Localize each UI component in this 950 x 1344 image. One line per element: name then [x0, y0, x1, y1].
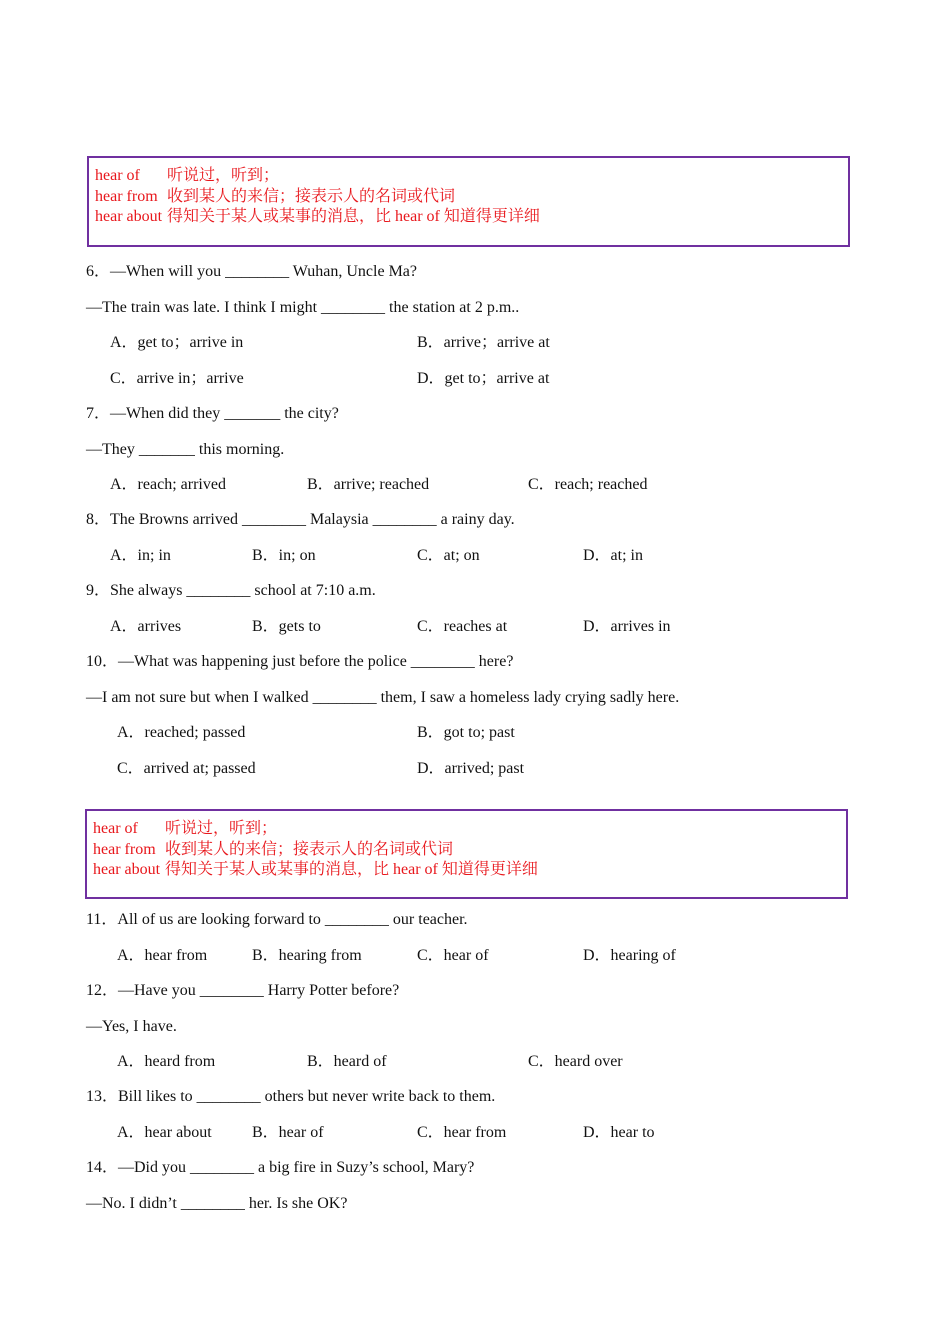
option-b[interactable]: B．in; on: [252, 547, 316, 564]
note-term: hear from: [95, 187, 158, 205]
option-a[interactable]: A．arrives: [110, 618, 182, 635]
question-14-reply: —No. I didn’t ________ her. Is she OK?: [86, 1195, 348, 1212]
question-9-stem: 9．She always ________ school at 7:10 a.m.: [86, 582, 376, 599]
option-d[interactable]: D．arrived; past: [417, 760, 525, 777]
question-7-stem: 7．—When did they _______ the city?: [86, 405, 339, 422]
question-10-reply: —I am not sure but when I walked ________ them, I saw a homeless lady crying sadly here.: [86, 689, 680, 706]
note-row: [93, 819, 840, 840]
option-a[interactable]: A．heard from: [117, 1053, 216, 1070]
note-row: [95, 207, 842, 228]
note-desc: 得知关于某人或某事的消息，比 hear of 知道得更详细: [165, 861, 538, 878]
note-desc: 收到某人的来信；接表示人的名词或代词: [167, 187, 456, 205]
option-b[interactable]: B．hearing from: [252, 947, 362, 964]
option-b[interactable]: B．gets to: [252, 618, 321, 635]
option-a[interactable]: A．in; in: [110, 547, 171, 564]
note-desc: 听说过，听到；: [165, 820, 278, 837]
question-10-stem: 10．—What was happening just before the police ________ here?: [86, 653, 514, 670]
option-c[interactable]: C．heard over: [528, 1053, 623, 1070]
note-term: hear of: [95, 167, 140, 184]
option-b[interactable]: B．got to; past: [417, 724, 515, 741]
note-term: hear of: [93, 820, 138, 837]
note-row: [93, 860, 840, 881]
option-c[interactable]: C．arrived at; passed: [117, 760, 256, 777]
note-term: hear about: [95, 208, 163, 225]
question-14-stem: 14．—Did you ________ a big fire in Suzy’s school, Mary?: [86, 1159, 475, 1176]
option-d[interactable]: D．at; in: [583, 547, 643, 564]
note-desc: 收到某人的来信；接表示人的名词或代词: [165, 840, 454, 858]
question-11-stem: 11．All of us are looking forward to ________ our teacher.: [86, 911, 468, 928]
note-row: [93, 840, 840, 861]
question-12-stem: 12．—Have you ________ Harry Potter before?: [86, 982, 400, 999]
question-8-stem: 8．The Browns arrived ________ Malaysia ________ a rainy day.: [86, 511, 515, 528]
option-b[interactable]: B．heard of: [307, 1053, 387, 1070]
note-box: [87, 156, 850, 247]
option-c[interactable]: C．reach; reached: [528, 476, 648, 493]
option-c[interactable]: C．reaches at: [417, 618, 508, 635]
note-term: hear from: [93, 840, 156, 858]
question-7-reply: —They _______ this morning.: [86, 441, 285, 458]
question-6-reply: —The train was late. I think I might ________ the station at 2 p.m..: [86, 299, 520, 316]
note-desc: 得知关于某人或某事的消息，比 hear of 知道得更详细: [167, 208, 540, 225]
option-c[interactable]: C．hear of: [417, 947, 489, 964]
option-d[interactable]: D．arrives in: [583, 618, 671, 635]
question-13-stem: 13．Bill likes to ________ others but never write back to them.: [86, 1088, 496, 1105]
note-desc: 听说过，听到；: [167, 167, 280, 184]
option-a[interactable]: A．reached; passed: [117, 724, 246, 741]
option-c[interactable]: C．hear from: [417, 1124, 507, 1141]
question-6-stem: 6．—When will you ________ Wuhan, Uncle Ma?: [86, 263, 418, 280]
option-d[interactable]: D．hearing of: [583, 947, 676, 964]
option-a[interactable]: A．get to；arrive in: [110, 334, 244, 351]
note-row: [95, 166, 842, 187]
option-c[interactable]: C．arrive in；arrive: [110, 370, 244, 387]
option-b[interactable]: B．arrive；arrive at: [417, 334, 550, 351]
option-a[interactable]: A．hear about: [117, 1124, 212, 1141]
option-a[interactable]: A．hear from: [117, 947, 208, 964]
option-b[interactable]: B．hear of: [252, 1124, 324, 1141]
note-row: [95, 187, 842, 208]
option-d[interactable]: D．get to；arrive at: [417, 370, 550, 387]
note-box: [85, 809, 848, 899]
option-d[interactable]: D．hear to: [583, 1124, 655, 1141]
option-b[interactable]: B．arrive; reached: [307, 476, 430, 493]
option-c[interactable]: C．at; on: [417, 547, 480, 564]
option-a[interactable]: A．reach; arrived: [110, 476, 226, 493]
note-term: hear about: [93, 861, 161, 878]
question-12-reply: —Yes, I have.: [86, 1018, 177, 1035]
